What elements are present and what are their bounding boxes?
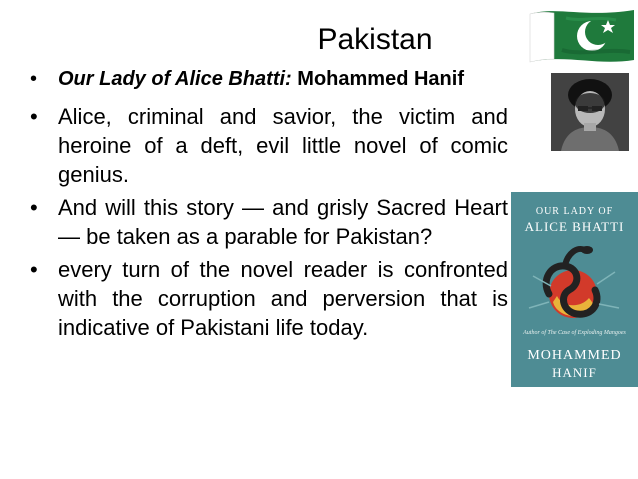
bullet-corruption: • every turn of the novel reader is confronted with the corruption and perversion that is indicative of Pakistani life today. xyxy=(30,255,508,342)
pakistan-flag-image xyxy=(526,4,636,68)
slide-title: Pakistan xyxy=(317,23,433,56)
bullet-list xyxy=(30,66,508,346)
book-title-text: Our Lady of Alice Bhatti: xyxy=(58,68,292,90)
book-cover-author-line2: HANIF xyxy=(552,365,597,380)
book-cover-title-line2: ALICE BHATTI xyxy=(524,219,625,234)
book-cover-image xyxy=(511,192,638,387)
bullet-description: • Alice, criminal and savior, the victim and heroine of a deft, evil little novel of comic genius. xyxy=(30,102,508,189)
bullet-parable-question: • And will this story — and grisly Sacred Heart — be taken as a parable for Pakistan? xyxy=(30,193,508,251)
book-cover-tagline: Author of The Case of Exploding Mangoes xyxy=(523,330,626,336)
snake-apple-illustration xyxy=(511,236,638,331)
author-name-text: Mohammed Hanif xyxy=(297,68,464,90)
bullet-book-title xyxy=(30,66,508,92)
book-cover-author-line1: MOHAMMED xyxy=(527,348,622,363)
author-photo xyxy=(551,73,629,151)
book-cover-title-line1: OUR LADY OF xyxy=(535,206,614,217)
